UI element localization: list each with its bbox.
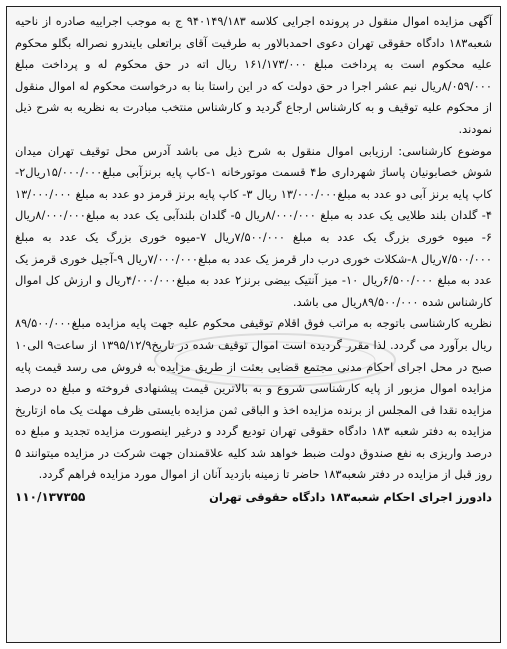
notice-paragraph-intro: آگهی مزایده اموال منقول در پرونده اجرایی کلاسه ۹۴۰۱۴۹/۱۸۳ ج به موجب اجراییه صادره از ناحیه شعبه۱۸۳ دادگاه حقوقی تهران دعوی احمدبالاور به طرفیت آقای براتعلی بایندرو نصراله بگلو محکوم علیه محکوم است به پرداخت مبلغ ۱۶۱/۱۷۳/۰۰۰ ریال اته در حق محکوم له و پرداخت مبلغ ۸/۰۵۹/۰۰۰ریال نیم عشر اجرا در حق دولت که در این راستا بنا به درخواست محکوم له اموال منقول از محکوم علیه توقیف و به کارشناس ارجاع گردید و کارشناس منتخب مبادرت به نظریه به شرح ذیل نمودند. <box>15 14 492 136</box>
notice-paragraph-terms: نظریه کارشناسی باتوجه به مراتب فوق اقلام توقیفی محکوم علیه جهت پایه مزایده مبلغ۸۹/۵۰۰/۰۰۰ ریال برآورد می گردد. لذا مقرر گردیده است اموال توقیف شده در تاریخ۱۳۹۵/۱۲/۹ از ساعت۹ الی۱۰ صبح در محل اجرای احکام مدنی مجتمع قضایی بعثت از طریق مزایده به فروش می رسد قیمت پایه مزایده اموال مزبور از پایه کارشناسی شروع و به بالاترین قیمت پیشنهادی فروخته و مبلغ ده درصد مزایده نقدا فی المجلس از برنده مزایده اخذ و الباقی ثمن مزایده بایستی ظرف مهلت یک ماه ازتاریخ مزایده به دفتر شعبه ۱۸۳ دادگاه حقوقی تهران تودیع گردد و درغیر اینصورت مزایده تجدید و مبلغ ده درصد واریزی به نفع صندوق دولت ضبط خواهد شد کلیه علاقمندان جهت شرکت در مزایده میتوانند ۵ روز قبل از مزایده در دفتر شعبه۱۸۳ حاضر تا زمینه بازدید آنان از اموال مورد مزایده فراهم گردد. <box>15 316 492 482</box>
notice-paragraph-appraisal: موضوع کارشناسی: ارزیابی اموال منقول به شرح ذیل می باشد آدرس محل توقیف تهران میدان شوش خصابونیان پاساژ شهرداری ط۴ قسمت موتورخانه ۱-کاپ پایه برنزآبی مبلغ۱۵/۰۰۰/۰۰۰ریال۲-کاپ پایه برنز آبی دو عدد به مبلغ۱۳/۰۰۰/۰۰۰ ریال ۳- کاپ پایه برنز قرمز دو عدد به مبلغ ۱۳/۰۰۰/۰۰۰ ۴- گلدان بلند طلایی یک عدد به مبلغ ۸/۰۰۰/۰۰۰ریال ۵- گلدان بلندآبی یک عدد به مبلغ۸/۰۰۰/۰۰۰ریال ۶- میوه خوری بزرگ یک عدد به مبلغ ۷/۵۰۰/۰۰۰ریال ۷-میوه خوری بزرگ یک عدد به مبلغ ۷/۵۰۰/۰۰۰ریال ۸-شکلات خوری درب دار قرمز یک عدد به مبلغ۷/۰۰۰/۰۰۰ریال ۹-آجیل خوری قرمز یک عدد به مبلغ ۶/۵۰۰/۰۰۰ریال ۱۰- میز آنتیک بیضی برنز۲ عدد به مبلغ۴/۰۰۰/۰۰۰ریال و ارزش کل اموال کارشناس شده ۸۹/۵۰۰/۰۰۰ریال می باشد. <box>15 143 493 309</box>
notice-issuer: دادورز اجرای احکام شعبه۱۸۳ دادگاه حقوقی تهران <box>209 490 492 505</box>
notice-footer <box>15 487 492 509</box>
auction-notice <box>6 6 501 643</box>
notice-reference-number: ۱۱۰/۱۳۷۳۵۵ <box>15 490 86 505</box>
